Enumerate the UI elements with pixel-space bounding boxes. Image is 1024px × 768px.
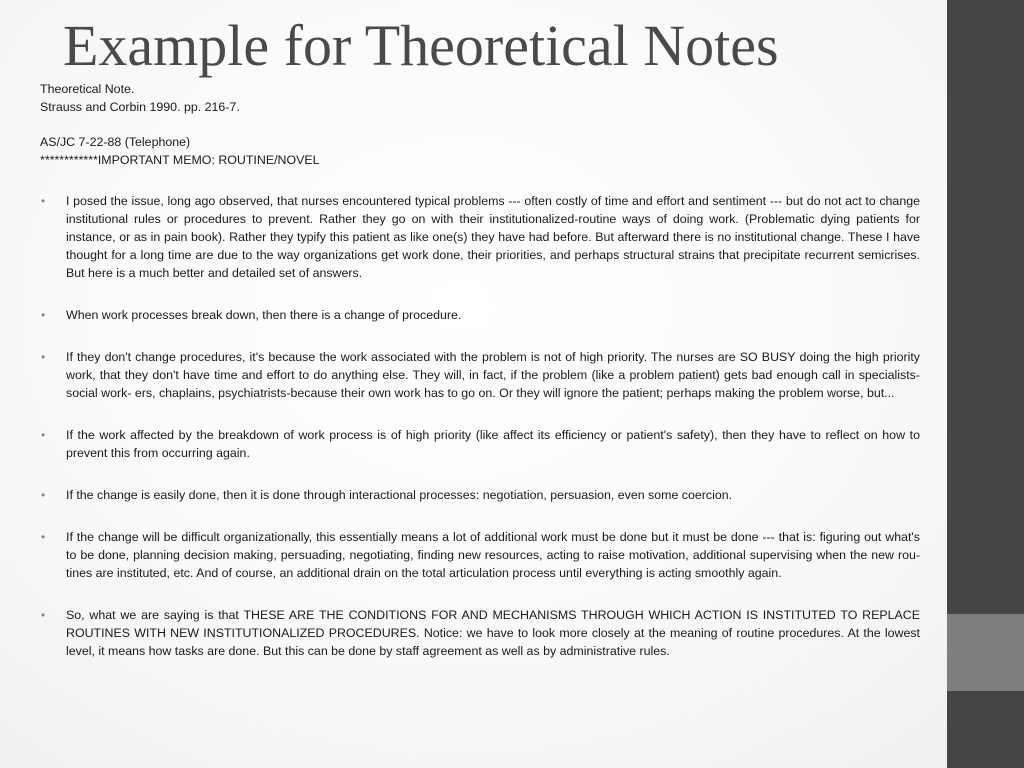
- list-item: [40, 348, 920, 402]
- list-item: [40, 528, 920, 582]
- slide-side-accent: [947, 614, 1024, 691]
- bullet-icon: •: [41, 608, 46, 622]
- bullet-list: [40, 192, 920, 660]
- bullet-icon: •: [41, 488, 46, 502]
- bullet-text: If the change is easily done, then it is done through interactional processes: negotiation, persuasion, even some coercion.: [66, 488, 733, 502]
- bullet-text: If the change will be difficult organizationally, this essentially means a lot of additional work must be done but it must be done --- that is: figuring out what's to be done, planning decision making, persuading, negotiating, finding new resources, acting to raise motivation, additional supervising when the new rou- tines are instituted, etc. And of course, an additional drain on the total articulation process until everything is acting smoothly again.: [66, 530, 920, 580]
- bullet-text: I posed the issue, long ago observed, that nurses encountered typical problems --- often costly of time and effort and sentiment --- but do not act to change institutional rules or procedures to prevent. Rather they go on with their institutionalized-routine ways of doing work. (Problematic dying patients for instance, or as in pain book). Rather they typify this patient as like one(s) they have had before. But afterward there is no institutional change. These I have thought for a long time are due to the way organizations get work done, their priorities, and perhaps structural strains that precipitate recurrent semicrises. But here is a much better and detailed set of answers.: [66, 194, 920, 280]
- bullet-text: When work processes break down, then there is a change of procedure.: [66, 308, 462, 322]
- bullet-text: If the work affected by the breakdown of work process is of high priority (like affect its efficiency or patient's safety), then they have to reflect on how to prevent this from occurring again.: [66, 428, 920, 460]
- bullet-icon: •: [41, 350, 46, 364]
- note-type-line: Theoretical Note.: [40, 82, 135, 96]
- bullet-text: So, what we are saying is that THESE ARE THE CONDITIONS FOR AND MECHANISMS THROUGH WHICH ACTION IS INSTITUTED TO REPLACE ROUTINES WITH NEW INSTITUTIONALIZED PROCEDURES. Notice: we have to look more closely at the meaning of routine procedures. At the lowest level, it means how tasks are done. But this can be done by staff agreement as well as by administrative rules.: [66, 608, 920, 658]
- list-item: [40, 606, 920, 660]
- citation-line: Strauss and Corbin 1990. pp. 216-7.: [40, 100, 240, 114]
- bullet-icon: •: [41, 530, 46, 544]
- bullet-text: If they don't change procedures, it's because the work associated with the problem is not of high priority. The nurses are SO BUSY doing the high priority work, that they don't have time and effort to do anything else. They will, in fact, if the problem (like a problem patient) gets bad enough call in specialists-social work- ers, chaplains, psychiatrists-because their own work has to go on. Or they will ignore the patient; perhaps making the problem worse, but...: [66, 350, 920, 400]
- bullet-icon: •: [41, 428, 46, 442]
- slide-title: Example for Theoretical Notes: [63, 13, 779, 78]
- list-item: [40, 192, 920, 282]
- list-item: [40, 426, 920, 462]
- memo-id-line: AS/JC 7-22-88 (Telephone): [40, 135, 191, 149]
- slide-content: [40, 80, 920, 660]
- memo-heading-line: ************IMPORTANT MEMO: ROUTINE/NOVEL: [40, 153, 320, 167]
- bullet-icon: •: [41, 194, 46, 208]
- list-item: [40, 486, 920, 504]
- list-item: [40, 306, 920, 324]
- bullet-icon: •: [41, 308, 46, 322]
